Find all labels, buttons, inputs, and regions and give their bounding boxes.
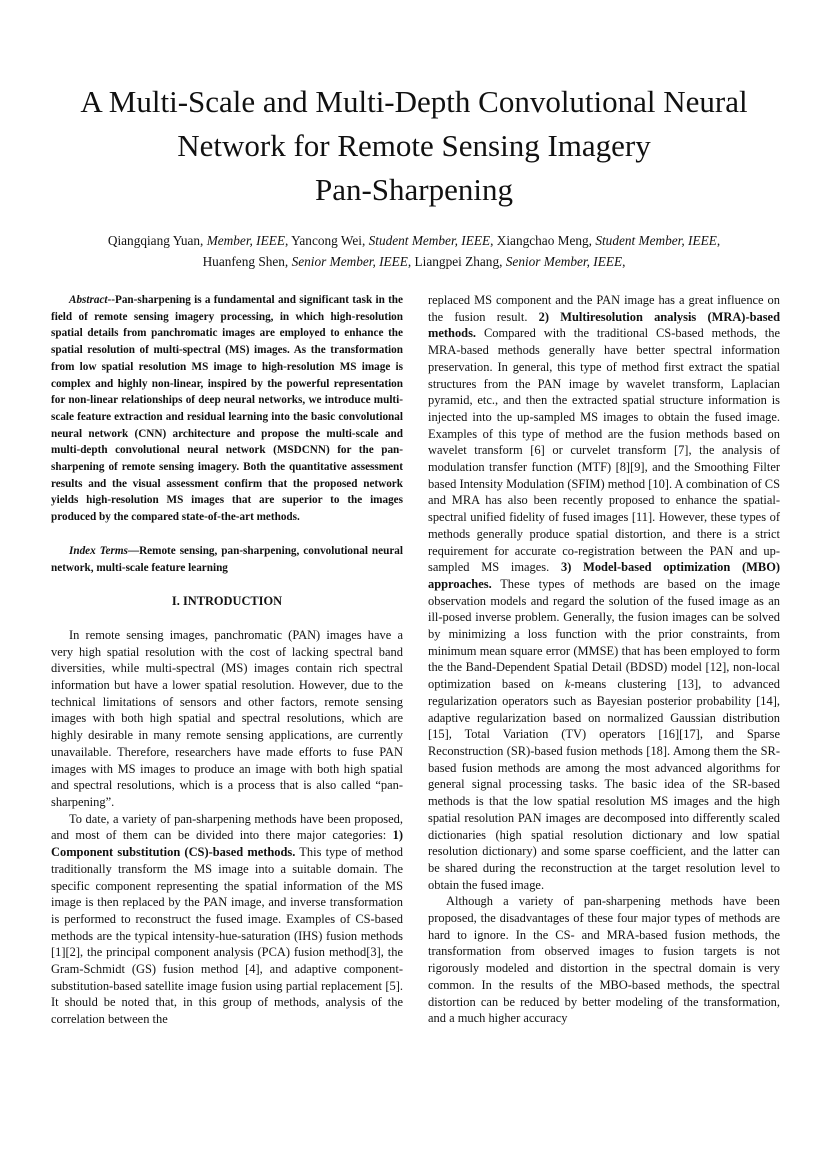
index-terms-text: —Remote sensing, pan-sharpening, convolutional neural network, multi-scale feature learning (51, 544, 403, 574)
abstract (51, 292, 403, 526)
author-name: Qiangqiang Yuan, (107, 233, 207, 248)
author-list (40, 230, 788, 272)
author-name: , Liangpei Zhang, (407, 254, 506, 269)
intro-paragraph-2 (51, 811, 403, 1028)
category-2-heading: 2) Multiresolution analysis (MRA)-based methods. (428, 309, 780, 341)
intro-paragraph-continued (428, 292, 780, 893)
author-role: Student Member, IEEE (368, 233, 491, 248)
abstract-text: --Pan-sharpening is a fundamental and significant task in the field of remote sensing imagery processing, in which high-resolution spatial details from panchromatic images are employed to enhance the spatial resolution of multi-spectral (MS) images. As the transformation from low spatial resolution MS image to high-resolution MS image is complex and highly non-linear, inspired by the powerful representation for non-linear relationships of deep neural networks, we introduce multi-scale feature extraction and residual learning into the basic convolutional neural network (CNN) architecture and propose the multi-scale and multi-depth convolutional neural network (MSDCNN) for the pan-sharpening of remote sensing imagery. Both the quantitative assessment results and the visual assessment confirm that the proposed network yields high-resolution MS images that are superior to the images produced by the compared state-of-the-art methods. (51, 294, 403, 524)
paragraph-text: To date, a variety of pan-sharpening methods have been proposed, and most of them can be divided into there major categories: (51, 811, 403, 843)
intro-paragraph-1: In remote sensing images, panchromatic (PAN) images have a very high spatial resolution with the cost of lacking spectral band diversities, while multi-spectral (MS) images contain rich spectral information but have a lower spatial resolution. However, due to the technical limitations of sensors and other factors, remote sensing images with both high spatial and spectral resolutions, which are highly desirable in many remote sensing applications, are currently unavailable. Therefore, researchers have made efforts to fuse PAN images with MS images to produce an image with both high spatial and spectral resolutions, which is a process that is also called “pan-sharpening”. (51, 627, 403, 809)
index-terms (51, 543, 403, 576)
author-role: Student Member, IEEE (595, 233, 717, 248)
author-separator: , (716, 233, 721, 248)
paragraph-text: replaced MS component and the PAN image has a great influence on the fusion result. (428, 293, 780, 324)
author-separator: , (622, 254, 626, 269)
author-role: Member, IEEE (206, 233, 285, 248)
abstract-lead: Abstract (69, 294, 108, 306)
paragraph-text: Compared with the traditional CS-based methods, the MRA-based methods generally have better spectral information preservation. In general, this type of method first extract the spatial structures from the PAN image by wavelet transform, Laplacian pyramid, etc., and then the extracted spatial structure information is injected into the up-sampled MS images to obtain the fused image. Examples of this type of method are the fusion methods based on wavelet transform [6] or curvelet transform [7], the analysis of modulation transfer function (MTF) [8][9], and the Smoothing Filter based Intensity Modulation (SFIM) method [10]. A combination of CS and MRA has also been recently proposed to enhance the spatial-spectral unified fidelity of fused images [11]. However, these types of methods generally produce spatial distortion, and there is a strict requirement for accurate co-registration between the PAN and up-sampled MS images. (428, 326, 780, 575)
title-line-2: Network for Remote Sensing Imagery (177, 128, 651, 163)
k-italic: k (564, 677, 571, 692)
category-3-heading: 3) Model-based optimization (MBO) approaches. (428, 560, 781, 591)
right-column (428, 292, 780, 1027)
category-1-heading: 1) Component substitution (CS)-based methods. (51, 828, 403, 860)
paragraph-text: These types of methods are based on the image observation models and regard the solution of the fused image as an ill-posed inverse problem. Generally, the fusion images can be solved by minimizing a loss function with the prior constraints, from minimum mean square error (MMSE) that has been employed to form the the Band-Dependent Spatial Detail (BDSD) model [12], non-local optimization based on (428, 576, 780, 692)
author-name: Huanfeng Shen, (202, 254, 292, 269)
paragraph-text: -means clustering [13], to advanced regularization operators such as Bayesian posterior probability [14], adaptive regularization based on normalized Gaussian distribution [15], Total Variation (TV) operators [16][17], and Sparse Reconstruction (SR)-based fusion methods [18]. Among them the SR-based fusion methods are among the most advanced algorithms for general signal processing tasks. The basic idea of the SR-based methods is that the low spatial resolution MS images and the high spatial resolution PAN images are decomposed into differently scaled dictionaries (high spatial resolution dictionary and low spatial resolution dictionary) and some sparse coefficient, and the latter can be shared during the reconstruction at the target resolution level to obtain the fused image. (428, 677, 780, 892)
intro-paragraph-3: Although a variety of pan-sharpening methods have been proposed, the disadvantages of these four major types of methods are hard to ignore. In the CS- and MRA-based fusion methods, the transformation from observed images to fusion targets is not rigorously modeled and distortion in the spectral domain is very common. In the results of the MBO-based methods, the spectral distortion can be reduced by better modeling of the transformation, and a much higher accuracy (428, 894, 780, 1026)
author-role: Senior Member, IEEE (291, 254, 408, 269)
author-role: Senior Member, IEEE (505, 254, 623, 269)
title-line-3: Pan-Sharpening (314, 172, 514, 207)
title-line-1: A Multi-Scale and Multi-Depth Convolutional Neural (80, 84, 748, 119)
index-terms-lead: Index Terms (69, 544, 128, 557)
section-heading: I. INTRODUCTION (171, 594, 283, 609)
paper-title (40, 80, 788, 212)
author-name: , Yancong Wei, (284, 233, 369, 248)
author-name: , Xiangchao Meng, (490, 233, 596, 248)
paragraph-text: This type of method traditionally transform the MS image into a suitable domain. The specific component representing the spatial information of the MS image is then replaced by the PAN image, and inverse transformation is performed to reconstruct the fused image. Examples of CS-based methods are the typical intensity-hue-saturation (IHS) fusion methods [1][2], the principal component analysis (PCA) fusion method[3], the Gram-Schmidt (GS) fusion method [4], and adaptive component-substitution-based satellite image fusion using partial replacement [5]. It should be noted that, in this group of methods, analysis of the correlation between the (51, 845, 403, 1027)
left-column (51, 292, 403, 1028)
